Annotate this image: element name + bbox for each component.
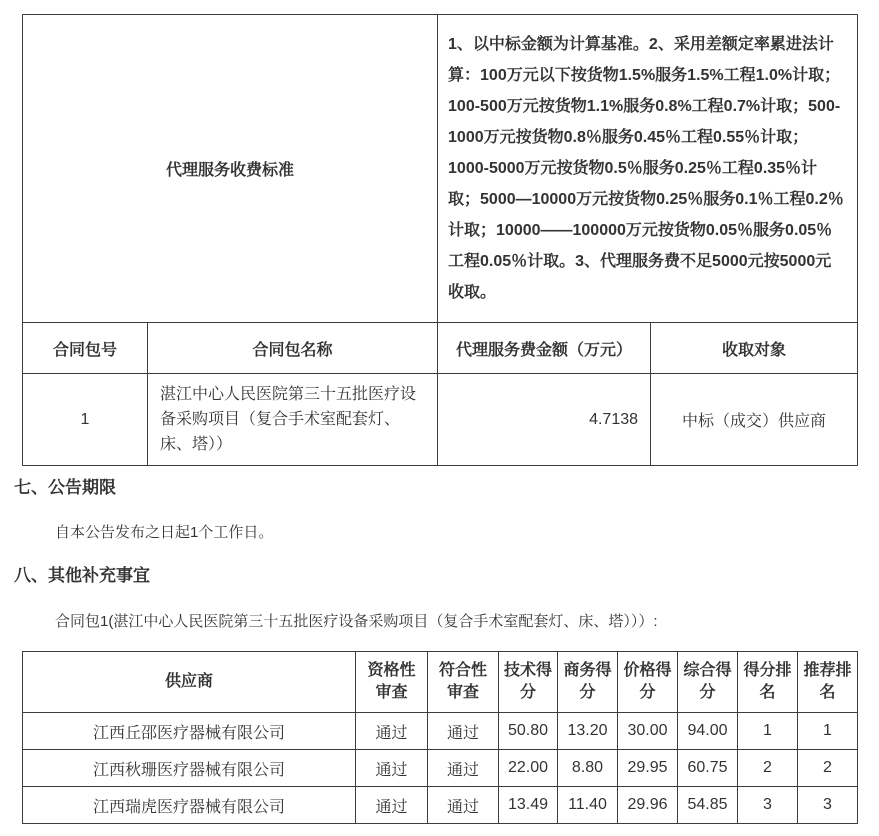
section8-title: 八、其他补充事宜 (14, 566, 150, 585)
score-rank-cell: 3 (738, 787, 798, 824)
recommend-rank-cell: 3 (798, 787, 858, 824)
package-no-cell: 1 (23, 374, 148, 466)
total-score-cell: 94.00 (678, 713, 738, 750)
col-header-fee-amount: 代理服务费金额（万元） (438, 323, 651, 374)
conformity-cell: 通过 (428, 787, 499, 824)
price-score-cell: 29.95 (618, 750, 678, 787)
col-header-recommend-rank: 推荐排名 (798, 652, 858, 713)
supplier-score-table (22, 651, 858, 824)
technical-score-cell: 50.80 (499, 713, 558, 750)
qualification-cell: 通过 (356, 713, 428, 750)
col-header-supplier: 供应商 (23, 652, 356, 713)
section7-body: 自本公告发布之日起1个工作日。 (55, 524, 274, 541)
supplier-row (23, 713, 858, 750)
fee-contract-table (22, 14, 858, 466)
business-score-cell: 13.20 (558, 713, 618, 750)
recommend-rank-cell: 1 (798, 713, 858, 750)
section7-title: 七、公告期限 (14, 478, 116, 497)
fee-amount-cell: 4.7138 (438, 374, 651, 466)
col-header-qualification-review: 资格性审查 (356, 652, 428, 713)
score-rank-cell: 1 (738, 713, 798, 750)
price-score-cell: 30.00 (618, 713, 678, 750)
conformity-cell: 通过 (428, 713, 499, 750)
col-header-price-score: 价格得分 (618, 652, 678, 713)
col-header-total-score: 综合得分 (678, 652, 738, 713)
supplier-name-cell: 江西瑞虎医疗器械有限公司 (23, 787, 356, 824)
supplier-row (23, 750, 858, 787)
fee-standard-description: 1、以中标金额为计算基准。2、采用差额定率累进法计算：100万元以下按货物1.5%服务1.5%工程1.0%计取；100-500万元按货物1.1%服务0.8%工程0.7%计取；500-1000万元按货物0.8％服务0.45％工程0.55％计取；1000-5000万元按货物0.5％服务0.25％工程0.35％计取；5000—10000万元按货物0.25％服务0.1％工程0.2％计取；10000——100000万元按货物0.05％服务0.05％工程0.05％计取。3、代理服务费不足5000元按5000元收取。 (438, 15, 858, 323)
qualification-cell: 通过 (356, 787, 428, 824)
fee-standard-row (23, 15, 858, 323)
col-header-technical-score: 技术得分 (499, 652, 558, 713)
business-score-cell: 11.40 (558, 787, 618, 824)
score-header-row (23, 652, 858, 713)
price-score-cell: 29.96 (618, 787, 678, 824)
conformity-cell: 通过 (428, 750, 499, 787)
section8-intro: 合同包1(湛江中心人民医院第三十五批医疗设备采购项目（复合手术室配套灯、床、塔）））: (55, 613, 658, 630)
total-score-cell: 54.85 (678, 787, 738, 824)
contract-data-row (23, 374, 858, 466)
payer-cell: 中标（成交）供应商 (651, 374, 858, 466)
qualification-cell: 通过 (356, 750, 428, 787)
package-name-cell: 湛江中心人民医院第三十五批医疗设备采购项目（复合手术室配套灯、床、塔）） (148, 374, 438, 466)
contract-header-row (23, 323, 858, 374)
technical-score-cell: 13.49 (499, 787, 558, 824)
technical-score-cell: 22.00 (499, 750, 558, 787)
recommend-rank-cell: 2 (798, 750, 858, 787)
fee-standard-label: 代理服务收费标准 (23, 15, 438, 323)
col-header-package-name: 合同包名称 (148, 323, 438, 374)
score-rank-cell: 2 (738, 750, 798, 787)
business-score-cell: 8.80 (558, 750, 618, 787)
col-header-conformity-review: 符合性审查 (428, 652, 499, 713)
supplier-name-cell: 江西丘邵医疗器械有限公司 (23, 713, 356, 750)
col-header-payer: 收取对象 (651, 323, 858, 374)
supplier-row (23, 787, 858, 824)
col-header-score-rank: 得分排名 (738, 652, 798, 713)
supplier-name-cell: 江西秋珊医疗器械有限公司 (23, 750, 356, 787)
col-header-business-score: 商务得分 (558, 652, 618, 713)
total-score-cell: 60.75 (678, 750, 738, 787)
col-header-package-no: 合同包号 (23, 323, 148, 374)
